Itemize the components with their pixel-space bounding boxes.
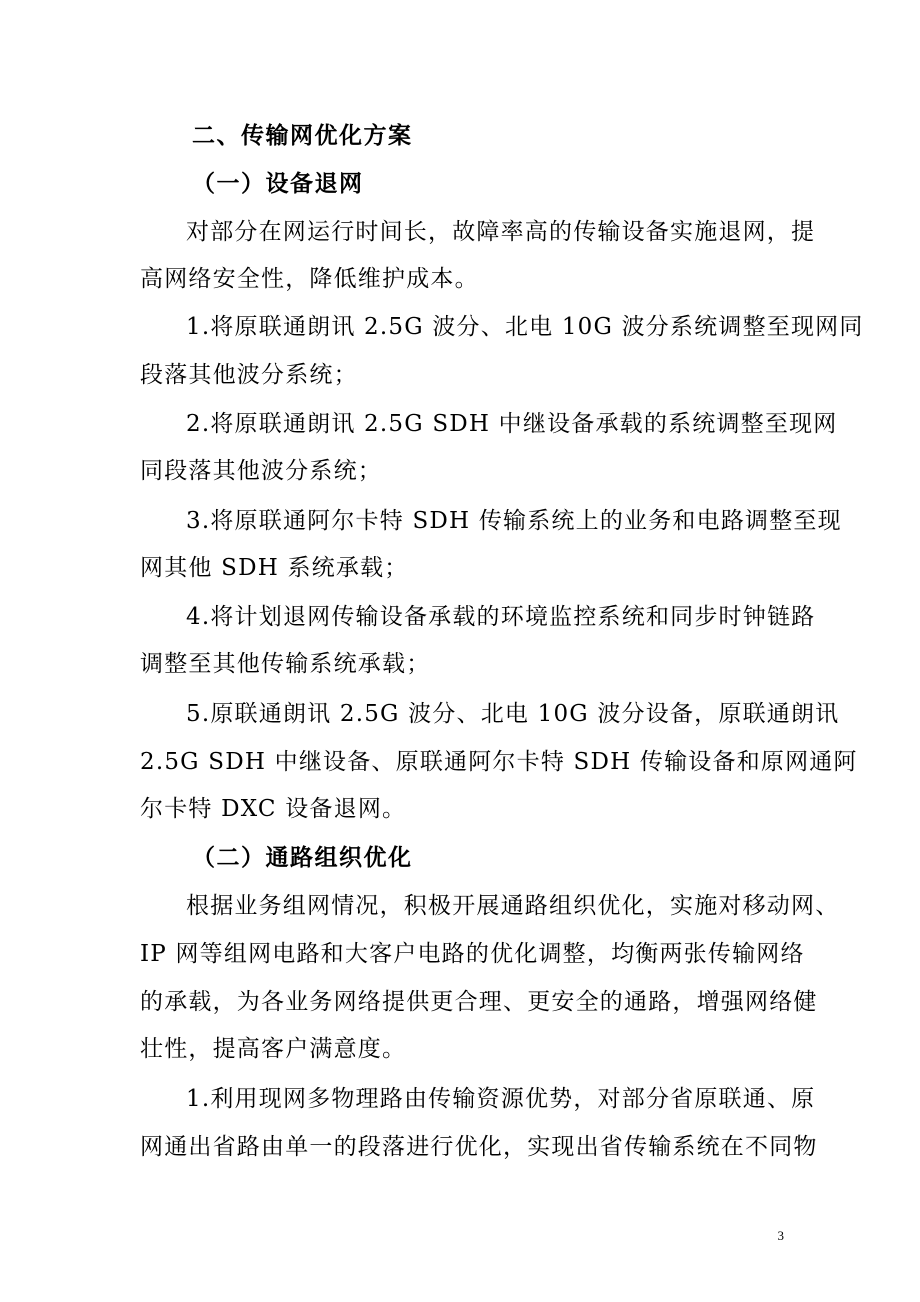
sub2-item-1-line-1: 1.利用现网多物理路由传输资源优势，对部分省原联通、原 [186,1086,816,1112]
subsection-1-intro-line-1: 对部分在网运行时间长，故障率高的传输设备实施退网，提 [186,219,816,245]
item-4-line-1: 4.将计划退网传输设备承载的环境监控系统和同步时钟链路 [186,604,816,630]
page-number: 3 [777,1228,784,1243]
item-5-line-3: 尔卡特 DXC 设备退网。 [140,796,407,822]
subsection-2-intro-line-3: 的承载，为各业务网络提供更合理、更安全的通路，增强网络健 [140,989,818,1015]
sub2-item-1-line-2: 网通出省路由单一的段落进行优化，实现出省传输系统在不同物 [140,1134,818,1160]
item-5-line-1: 5.原联通朗讯 2.5G 波分、北电 10G 波分设备，原联通朗讯 [186,701,840,727]
subsection-2-intro-line-1: 根据业务组网情况，积极开展通路组织优化，实施对移动网、 [186,893,840,919]
item-1-line-2: 段落其他波分系统； [140,362,358,388]
item-4-line-2: 调整至其他传输系统承载； [140,651,431,677]
subsection-1-title: （一）设备退网 [192,170,364,197]
subsection-2-intro-line-2: IP 网等组网电路和大客户电路的优化调整，均衡两张传输网络 [140,941,805,967]
item-5-line-2: 2.5G SDH 中继设备、原联通阿尔卡特 SDH 传输设备和原网通阿 [140,749,858,775]
subsection-2-intro-line-4: 壮性，提高客户满意度。 [140,1036,407,1062]
item-3-line-1: 3.将原联通阿尔卡特 SDH 传输系统上的业务和电路调整至现 [186,508,842,534]
subsection-1-intro-line-2: 高网络安全性，降低维护成本。 [140,266,479,292]
item-3-line-2: 网其他 SDH 系统承载； [140,555,409,581]
item-1-line-1: 1.将原联通朗讯 2.5G 波分、北电 10G 波分系统调整至现网同 [186,314,864,340]
item-2-line-1: 2.将原联通朗讯 2.5G SDH 中继设备承载的系统调整至现网 [186,411,838,437]
section-heading: 二、传输网优化方案 [192,122,413,149]
subsection-2-title: （二）通路组织优化 [192,844,413,871]
item-2-line-2: 同段落其他波分系统； [140,458,382,484]
